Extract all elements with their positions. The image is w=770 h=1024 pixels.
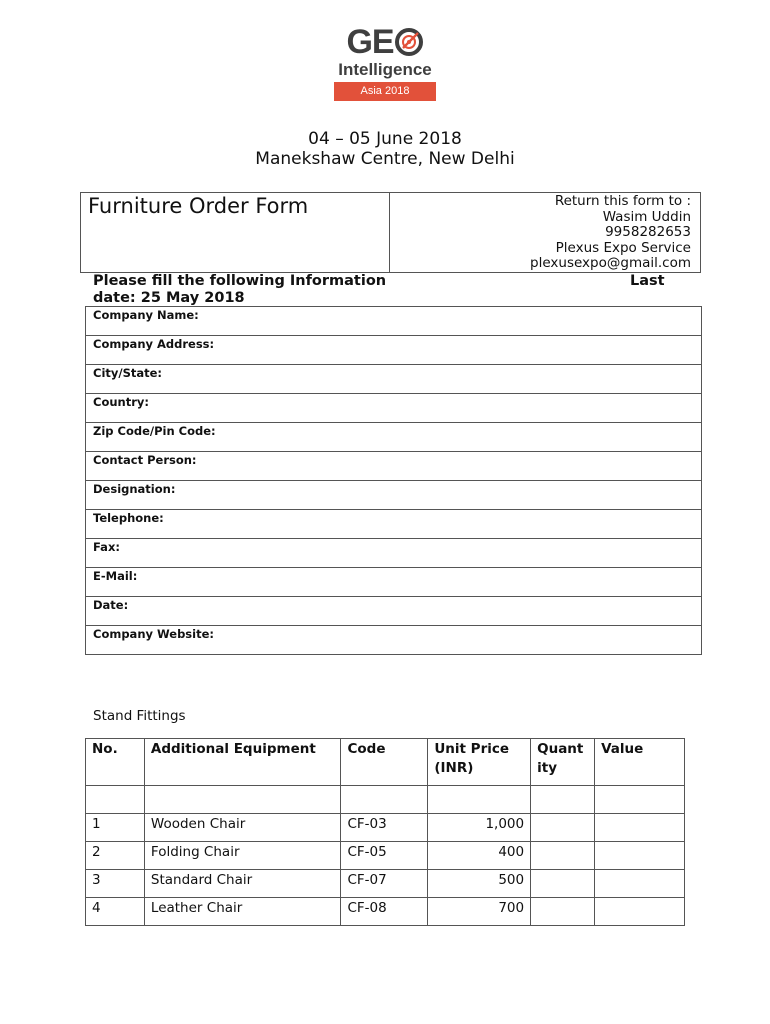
form-title: Furniture Order Form: [88, 194, 309, 218]
header-equipment: Additional Equipment: [144, 739, 341, 786]
row-code: CF-03: [341, 814, 428, 842]
field-country[interactable]: Country:: [86, 394, 701, 423]
return-company: Plexus Expo Service: [555, 239, 691, 256]
row-code: CF-07: [341, 870, 428, 898]
row-quantity-cell[interactable]: [531, 842, 595, 870]
event-dates: 04 – 05 June 2018: [308, 129, 462, 149]
logo-badge: Asia 2018: [334, 82, 436, 101]
event-venue: Manekshaw Centre, New Delhi: [255, 149, 515, 169]
field-contact-person[interactable]: Contact Person:: [86, 452, 701, 481]
row-value-cell[interactable]: [595, 842, 685, 870]
row-item: Leather Chair: [144, 898, 341, 926]
return-line: Return this form to :: [554, 193, 691, 209]
field-company-address[interactable]: Company Address:: [86, 336, 701, 365]
return-phone: 9958282653: [605, 224, 691, 240]
return-name: Wasim Uddin: [602, 208, 691, 225]
row-price: 1,000: [428, 814, 531, 842]
row-value-cell[interactable]: [595, 870, 685, 898]
table-row: [86, 898, 685, 926]
row-no: 3: [86, 870, 145, 898]
field-fax[interactable]: Fax:: [86, 539, 701, 568]
header-no: No.: [86, 739, 145, 786]
table-header-row: [86, 739, 685, 786]
row-quantity-cell[interactable]: [531, 870, 595, 898]
equipment-table: [85, 738, 685, 926]
header-divider: [389, 192, 390, 272]
field-date[interactable]: Date:: [86, 597, 701, 626]
row-item: Standard Chair: [144, 870, 341, 898]
row-value-cell[interactable]: [595, 814, 685, 842]
logo-subtitle: Intelligence: [338, 60, 432, 79]
header-value: Value: [595, 739, 685, 786]
field-email[interactable]: E-Mail:: [86, 568, 701, 597]
row-price: 700: [428, 898, 531, 926]
logo-wordmark: GE: [331, 24, 439, 60]
instruction-text: Please fill the following Information date: 25 May 2018: [93, 273, 387, 306]
field-company-name[interactable]: Company Name:: [86, 307, 701, 336]
row-price: 500: [428, 870, 531, 898]
row-no: 4: [86, 898, 145, 926]
row-item: Folding Chair: [144, 842, 341, 870]
table-spacer-row: [86, 786, 685, 814]
table-row: [86, 814, 685, 842]
header-unit-price: Unit Price (INR): [428, 739, 531, 786]
row-item: Wooden Chair: [144, 814, 341, 842]
table-row: [86, 870, 685, 898]
row-quantity-cell[interactable]: [531, 814, 595, 842]
return-to-block: [395, 194, 691, 272]
row-no: 1: [86, 814, 145, 842]
row-no: 2: [86, 842, 145, 870]
header-quantity: Quant ity: [531, 739, 595, 786]
field-company-website[interactable]: Company Website:: [86, 626, 701, 655]
field-designation[interactable]: Designation:: [86, 481, 701, 510]
return-email: plexusexpo@gmail.com: [530, 255, 691, 271]
row-value-cell[interactable]: [595, 898, 685, 926]
row-code: CF-05: [341, 842, 428, 870]
table-row: [86, 842, 685, 870]
field-city-state[interactable]: City/State:: [86, 365, 701, 394]
event-logo: [331, 24, 439, 104]
row-code: CF-08: [341, 898, 428, 926]
company-info-fields: [85, 306, 702, 655]
globe-target-icon: [394, 27, 424, 57]
row-price: 400: [428, 842, 531, 870]
header-code: Code: [341, 739, 428, 786]
instruction-last: Last: [630, 273, 665, 289]
stand-fittings-label: Stand Fittings: [93, 708, 186, 724]
field-zip-code[interactable]: Zip Code/Pin Code:: [86, 423, 701, 452]
field-telephone[interactable]: Telephone:: [86, 510, 701, 539]
row-quantity-cell[interactable]: [531, 898, 595, 926]
